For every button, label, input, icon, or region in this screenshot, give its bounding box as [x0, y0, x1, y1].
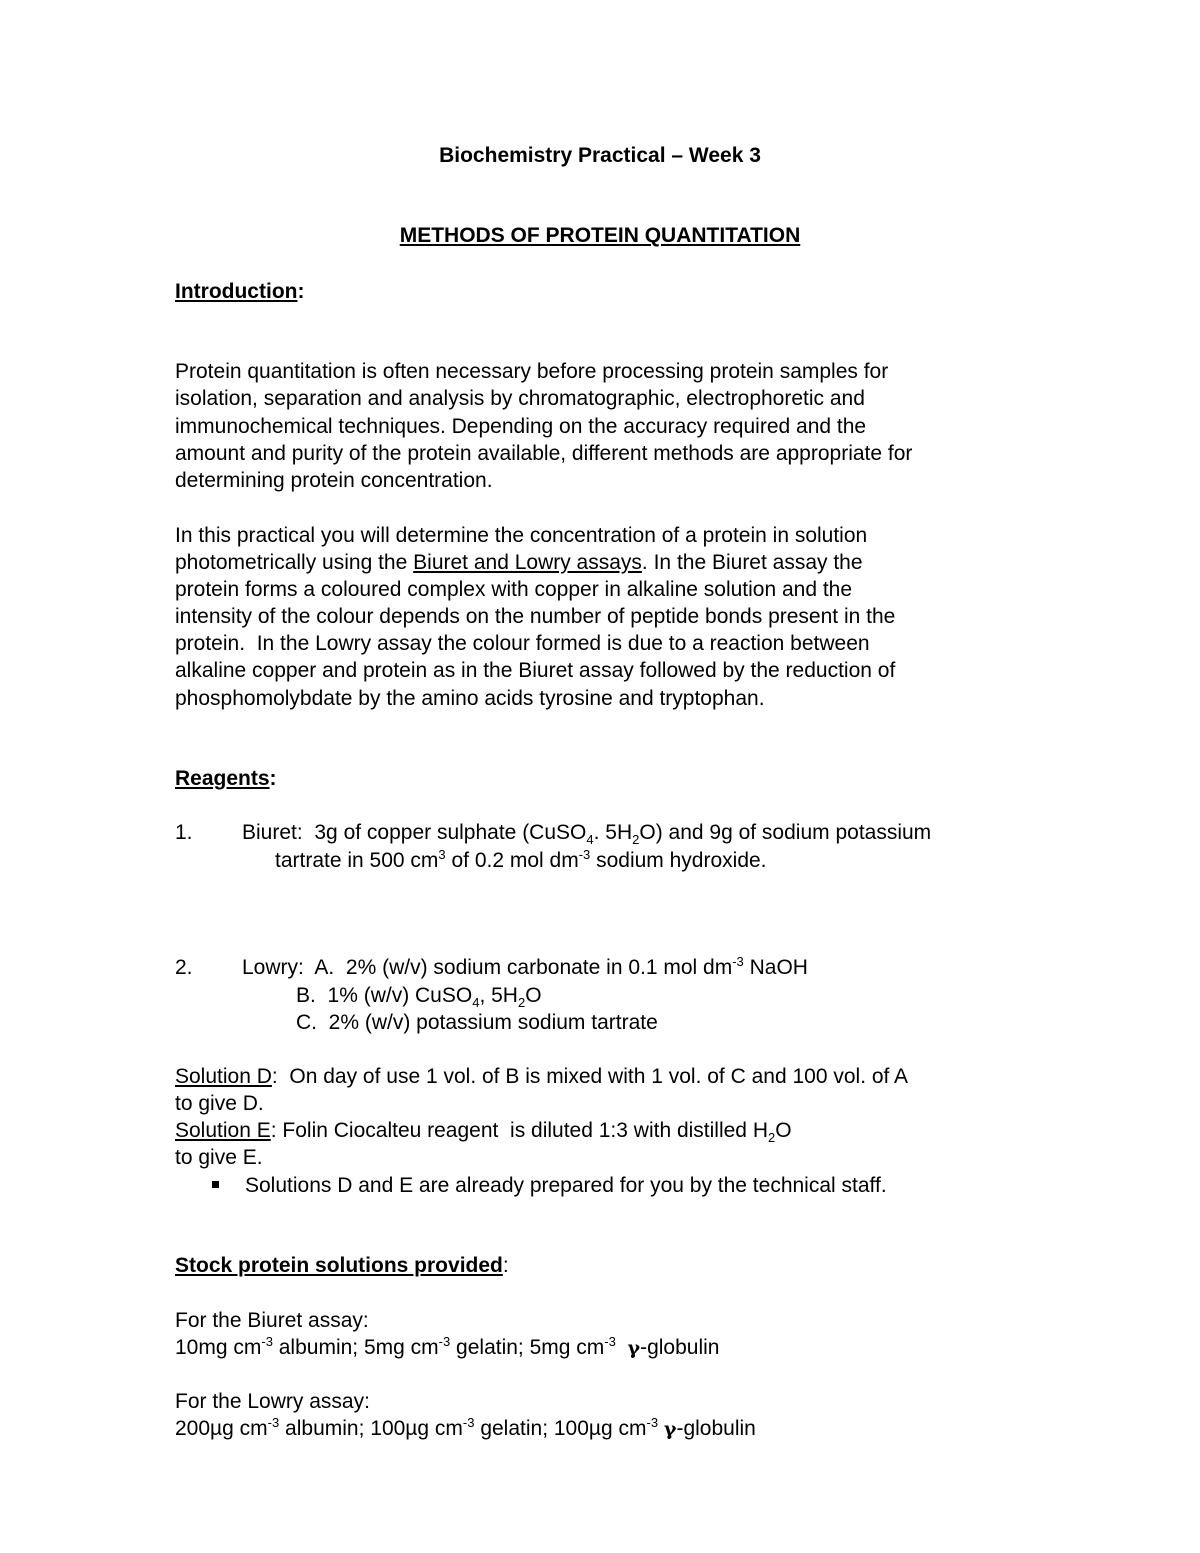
solution-e-continuation: to give E. [175, 1146, 263, 1169]
lowry-c-line: C. 2% (w/v) potassium sodium tartrate [296, 1011, 658, 1034]
intro-p2-text: photometrically using the [175, 551, 414, 574]
stock-heading-text: Stock protein solutions provided [175, 1254, 503, 1277]
biuret-stock-values: 10mg $cm^{-3}$ albumin; 5mg $cm^{-3}$ gelatin; 5mg $cm^{-3}$ γ-globulin [175, 1334, 720, 1359]
lowry-a-text: A. 2% (w/v) sodium carbonate in 0.1 mol dm [314, 956, 733, 979]
solution-d-text: : On day of use 1 vol. of B is mixed with 1 vol. of C and 100 vol. of A [271, 1065, 909, 1088]
intro-p2-line [175, 549, 863, 576]
document-subtitle: METHODS OF PROTEIN QUANTITATION [399, 224, 801, 247]
intro-p2-line: phosphomolybdate by the amino acids tyrosine and tryptophan. [175, 687, 765, 710]
intro-p1-line: isolation, separation and analysis by chromatographic, electrophoretic and [175, 387, 865, 410]
solution-d-label: Solution D [175, 1065, 272, 1088]
reagent-1-number: 1. [175, 821, 193, 844]
reagents-heading-text: Reagents [175, 767, 270, 790]
intro-p2-line: In this practical you will determine the concentration of a protein in solution [175, 524, 868, 547]
document-title: Biochemistry Practical – Week 3 [439, 144, 761, 167]
intro-p2-line: protein. In the Lowry assay the colour formed is due to a reaction between [175, 632, 870, 655]
introduction-heading: Introduction: [175, 280, 305, 303]
solution-e-label: Solution E [175, 1119, 271, 1142]
reagent-1-label: Biuret: [242, 821, 303, 844]
reagents-heading: Reagents: [175, 767, 277, 790]
intro-p1-line: Protein quantitation is often necessary before processing protein samples for [175, 360, 889, 383]
reagent-1-line-2: tartrate in 500 $cm^3$ of 0.2 mol $dm^{-3}$ sodium hydroxide. [275, 847, 767, 872]
note-bullet-item [207, 1172, 887, 1199]
reagent-2-label: Lowry: [242, 956, 304, 979]
intro-p2-text: . In the Biuret assay the [641, 551, 863, 574]
intro-p1-line: amount and purity of the protein available, different methods are appropriate for [175, 442, 913, 465]
square-bullet-icon [212, 1181, 219, 1188]
reagent-2-number: 2. [175, 956, 193, 979]
solution-e-line: Solution E: Folin Ciocalteu reagent is diluted 1:3 with distilled $H_2O$ [175, 1119, 792, 1146]
solution-d-continuation: to give D. [175, 1092, 264, 1115]
solution-d-line [175, 1063, 908, 1090]
intro-p2-line: protein forms a coloured complex with copper in alkaline solution and the [175, 578, 853, 601]
introduction-heading-text: Introduction [175, 280, 298, 303]
biuret-stock-label: For the Biuret assay: [175, 1309, 369, 1332]
stock-heading: Stock protein solutions provided: [175, 1254, 509, 1277]
intro-p1-line: immunochemical techniques. Depending on the accuracy required and the [175, 415, 867, 438]
lowry-b-text: B. 1% (w/v) CuSO [296, 984, 473, 1007]
assays-link: Biuret and Lowry assays [413, 551, 642, 574]
reagent-2-line: Lowry: A. 2% (w/v) sodium carbonate in 0.1 mol $dm^{-3}$ NaOH [242, 954, 808, 979]
lowry-stock-label: For the Lowry assay: [175, 1390, 370, 1413]
intro-p1-line: determining protein concentration. [175, 469, 493, 492]
note-text: Solutions D and E are already prepared for you by the technical staff. [245, 1174, 887, 1197]
intro-p2-line: alkaline copper and protein as in the Biuret assay followed by the reduction of [175, 659, 896, 682]
solution-e-text: : Folin Ciocalteu reagent is diluted 1:3 with distilled H [270, 1119, 768, 1142]
lowry-b-line: B. 1% (w/v) CuSO$_4$, $5H_2O$ [296, 984, 542, 1011]
lowry-stock-values: 200µg $cm^{-3}$ albumin; 100µg $cm^{-3}$ gelatin; 100µg $cm^{-3}$ γ-globulin [175, 1415, 756, 1440]
intro-p2-line: intensity of the colour depends on the number of peptide bonds present in the [175, 605, 896, 628]
reagent-1-line: Biuret: 3g of copper sulphate (CuSO$_4$. $5H_2O$) and 9g of sodium potassium [242, 821, 932, 848]
